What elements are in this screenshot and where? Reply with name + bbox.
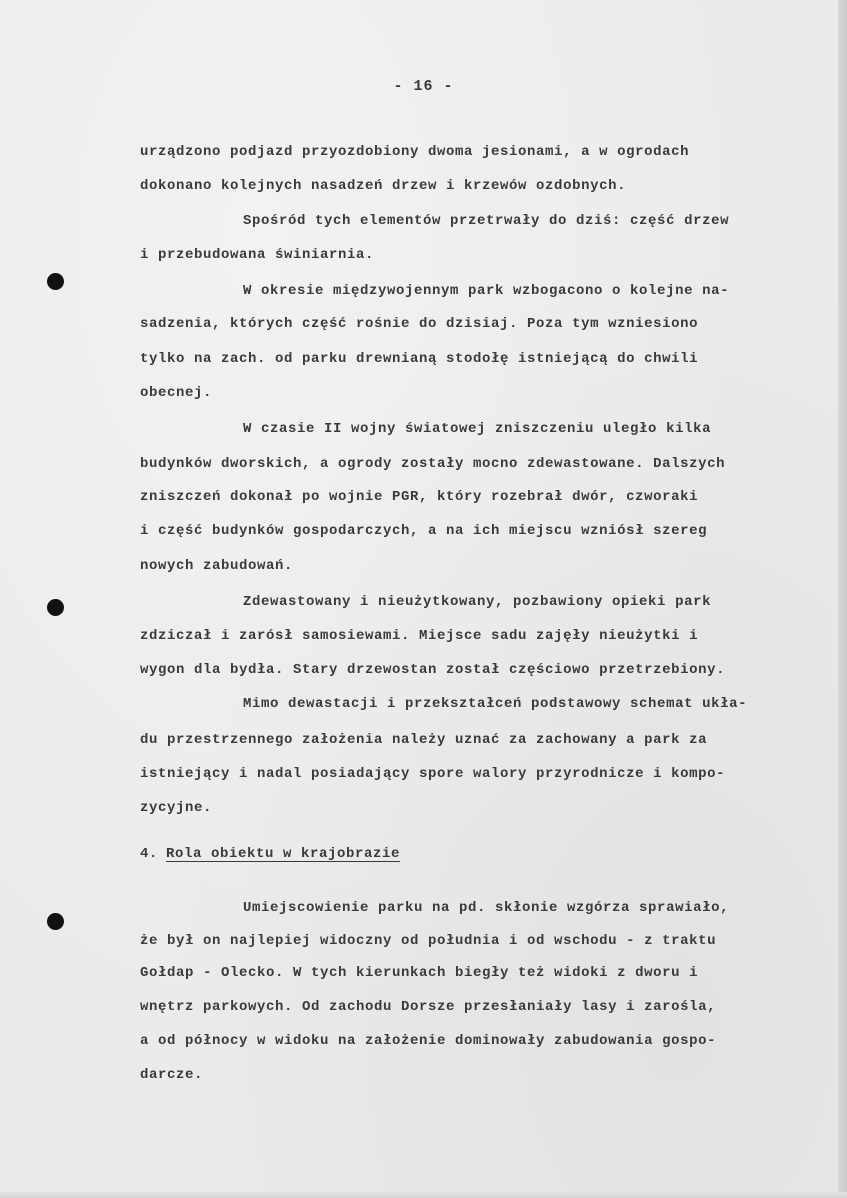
- text-line: dokonano kolejnych nasadzeń drzew i krzewów ozdobnych.: [140, 178, 627, 194]
- text-line: W okresie międzywojennym park wzbogacono o kolejne na-: [243, 283, 730, 299]
- text-line: budynków dworskich, a ogrody zostały mocno zdewastowane. Dalszych: [140, 456, 726, 472]
- punch-hole-icon: [47, 599, 64, 616]
- punch-hole-icon: [47, 913, 64, 930]
- text-line: darcze.: [140, 1067, 204, 1083]
- text-line: urządzono podjazd przyozdobiony dwoma jesionami, a w ogrodach: [140, 144, 690, 160]
- text-line: wygon dla bydła. Stary drzewostan został częściowo przetrzebiony.: [140, 662, 726, 678]
- text-line: Mimo dewastacji i przekształceń podstawowy schemat ukła-: [243, 696, 748, 712]
- page-bottom-edge: [0, 1192, 847, 1198]
- text-line: obecnej.: [140, 385, 213, 401]
- text-line: sadzenia, których część rośnie do dzisiaj. Poza tym wzniesiono: [140, 316, 699, 332]
- text-line: zniszczeń dokonał po wojnie PGR, który rozebrał dwór, czworaki: [140, 489, 699, 505]
- text-line: zycyjne.: [140, 800, 213, 816]
- text-line: W czasie II wojny światowej zniszczeniu uległo kilka: [243, 421, 712, 437]
- text-line: i część budynków gospodarczych, a na ich miejscu wzniósł szereg: [140, 523, 708, 539]
- text-line: nowych zabudowań.: [140, 558, 294, 574]
- page-number: - 16 -: [393, 78, 454, 95]
- punch-hole-icon: [47, 273, 64, 290]
- text-line: że był on najlepiej widoczny od południa i od wschodu - z traktu: [140, 933, 717, 949]
- text-line: zdziczał i zarósł samosiewami. Miejsce sadu zajęły nieużytki i: [140, 628, 699, 644]
- section-title: Rola obiektu w krajobrazie: [166, 846, 401, 862]
- text-line: Spośród tych elementów przetrwały do dziś: część drzew: [243, 213, 730, 229]
- text-line: Gołdap - Olecko. W tych kierunkach biegły też widoki z dworu i: [140, 965, 699, 981]
- page-edge-shadow: [838, 0, 847, 1198]
- text-line: a od północy w widoku na założenie dominowały zabudowania gospo-: [140, 1033, 717, 1049]
- text-line: i przebudowana świniarnia.: [140, 247, 375, 263]
- text-line: tylko na zach. od parku drewnianą stodołę istniejącą do chwili: [140, 351, 699, 367]
- section-number: 4.: [140, 846, 159, 862]
- section-heading: [140, 846, 400, 862]
- text-line: Zdewastowany i nieużytkowany, pozbawiony opieki park: [243, 594, 712, 610]
- text-line: Umiejscowienie parku na pd. skłonie wzgórza sprawiało,: [243, 900, 730, 916]
- text-line: wnętrz parkowych. Od zachodu Dorsze przesłaniały lasy i zarośla,: [140, 999, 717, 1015]
- text-line: du przestrzennego założenia należy uznać za zachowany a park za: [140, 732, 708, 748]
- text-line: istniejący i nadal posiadający spore walory przyrodnicze i kompo-: [140, 766, 726, 782]
